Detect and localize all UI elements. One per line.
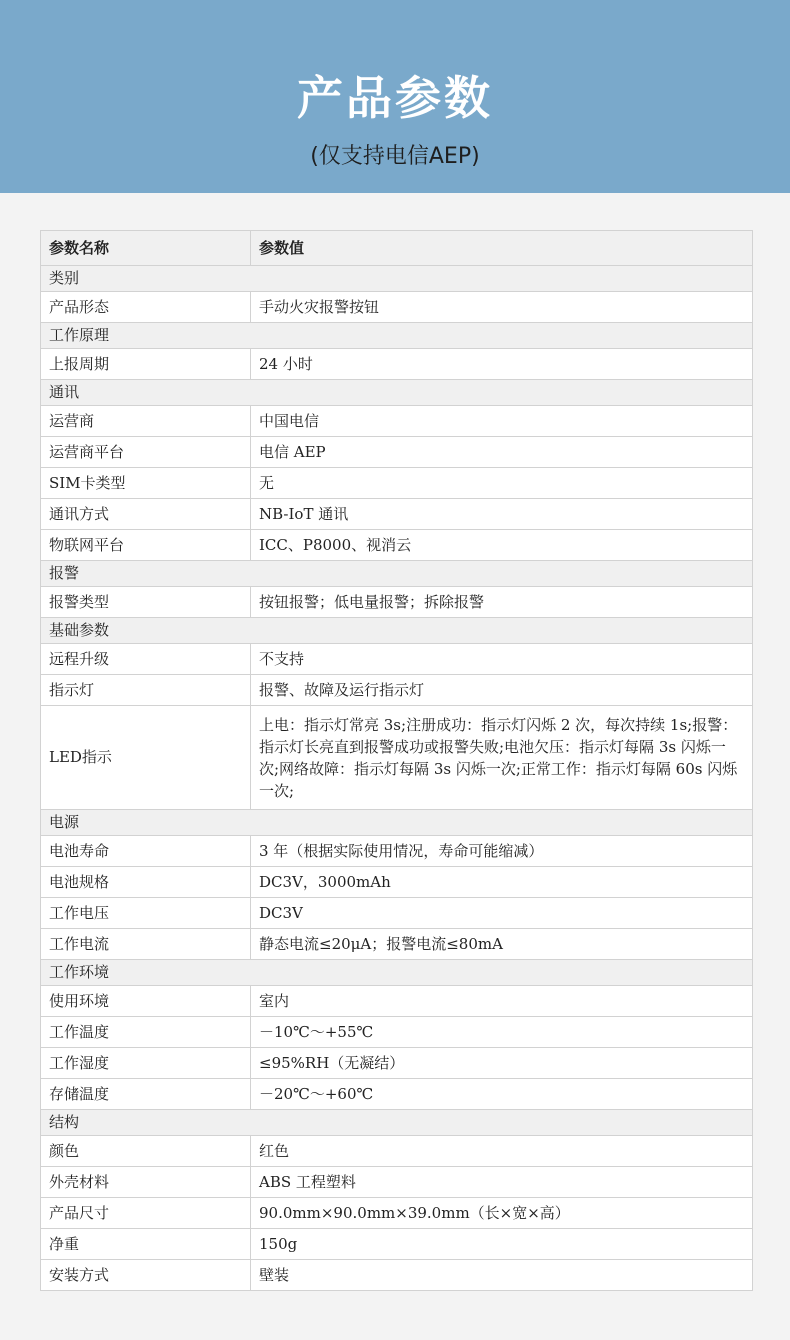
param-name: 工作湿度 (41, 1048, 251, 1079)
param-name: 存储温度 (41, 1079, 251, 1110)
category-label: 工作原理 (41, 323, 753, 349)
param-name: 工作温度 (41, 1017, 251, 1048)
category-label: 电源 (41, 810, 753, 836)
header-banner (0, 0, 790, 193)
param-value: 中国电信 (251, 406, 753, 437)
param-value: 室内 (251, 986, 753, 1017)
param-name: 安装方式 (41, 1260, 251, 1291)
table-row (41, 530, 753, 561)
param-name: 远程升级 (41, 644, 251, 675)
param-name: 外壳材料 (41, 1167, 251, 1198)
category-label: 基础参数 (41, 618, 753, 644)
param-name: 产品尺寸 (41, 1198, 251, 1229)
param-name: 电池规格 (41, 867, 251, 898)
param-name: 净重 (41, 1229, 251, 1260)
page-title: 产品参数 (297, 71, 493, 125)
table-row (41, 1167, 753, 1198)
param-name: 报警类型 (41, 587, 251, 618)
table-row (41, 1229, 753, 1260)
param-name: 运营商平台 (41, 437, 251, 468)
param-value: DC3V，3000mAh (251, 867, 753, 898)
table-row (41, 349, 753, 380)
category-row (41, 323, 753, 349)
table-row (41, 1260, 753, 1291)
param-value: 手动火灾报警按钮 (251, 292, 753, 323)
category-label: 结构 (41, 1110, 753, 1136)
table-row (41, 499, 753, 530)
table-row (41, 929, 753, 960)
param-value: 报警、故障及运行指示灯 (251, 675, 753, 706)
param-value: 不支持 (251, 644, 753, 675)
param-value: 上电：指示灯常亮 3s;注册成功：指示灯闪烁 2 次，每次持续 1s;报警：指示灯长亮直到报警成功或报警失败;电池欠压：指示灯每隔 3s 闪烁一次;网络故障：指示灯每隔 3s 闪烁一次;正常工作：指示灯每隔 60s 闪烁一次; (251, 706, 753, 810)
param-name: 通讯方式 (41, 499, 251, 530)
param-value: －10℃～+55℃ (251, 1017, 753, 1048)
table-row (41, 1198, 753, 1229)
category-row (41, 561, 753, 587)
category-row (41, 810, 753, 836)
table-row (41, 406, 753, 437)
category-label: 工作环境 (41, 960, 753, 986)
param-value: 静态电流≤20μA；报警电流≤80mA (251, 929, 753, 960)
param-value: ICC、P8000、视消云 (251, 530, 753, 561)
category-label: 通讯 (41, 380, 753, 406)
table-row (41, 986, 753, 1017)
spec-table-container (40, 230, 752, 1291)
param-name: 运营商 (41, 406, 251, 437)
param-name: 使用环境 (41, 986, 251, 1017)
column-header-name: 参数名称 (41, 231, 251, 266)
param-value: 红色 (251, 1136, 753, 1167)
category-row (41, 618, 753, 644)
param-name: SIM卡类型 (41, 468, 251, 499)
param-value: 90.0mm×90.0mm×39.0mm（长×宽×高） (251, 1198, 753, 1229)
category-row (41, 380, 753, 406)
param-value: 按钮报警；低电量报警；拆除报警 (251, 587, 753, 618)
param-name: 物联网平台 (41, 530, 251, 561)
table-row (41, 675, 753, 706)
param-name: LED指示 (41, 706, 251, 810)
param-value: ABS 工程塑料 (251, 1167, 753, 1198)
table-row (41, 706, 753, 810)
table-row (41, 867, 753, 898)
param-name: 颜色 (41, 1136, 251, 1167)
category-label: 报警 (41, 561, 753, 587)
spec-table (40, 230, 753, 1291)
table-row (41, 292, 753, 323)
param-value: －20℃～+60℃ (251, 1079, 753, 1110)
param-value: 3 年（根据实际使用情况，寿命可能缩减） (251, 836, 753, 867)
table-header-row (41, 231, 753, 266)
param-value: NB-IoT 通讯 (251, 499, 753, 530)
param-name: 指示灯 (41, 675, 251, 706)
category-row (41, 960, 753, 986)
param-name: 工作电压 (41, 898, 251, 929)
param-name: 产品形态 (41, 292, 251, 323)
page-subtitle: (仅支持电信AEP) (310, 144, 480, 169)
category-row (41, 1110, 753, 1136)
param-value: ≤95%RH（无凝结） (251, 1048, 753, 1079)
category-label: 类别 (41, 266, 753, 292)
table-row (41, 644, 753, 675)
table-row (41, 836, 753, 867)
param-value: 150g (251, 1229, 753, 1260)
column-header-value: 参数值 (251, 231, 753, 266)
param-name: 电池寿命 (41, 836, 251, 867)
table-row (41, 437, 753, 468)
param-value: 无 (251, 468, 753, 499)
table-row (41, 1136, 753, 1167)
table-row (41, 898, 753, 929)
table-row (41, 587, 753, 618)
param-name: 工作电流 (41, 929, 251, 960)
table-row (41, 1079, 753, 1110)
param-value: 壁装 (251, 1260, 753, 1291)
param-value: 电信 AEP (251, 437, 753, 468)
table-row (41, 1048, 753, 1079)
table-row (41, 468, 753, 499)
table-row (41, 1017, 753, 1048)
param-value: 24 小时 (251, 349, 753, 380)
param-value: DC3V (251, 898, 753, 929)
param-name: 上报周期 (41, 349, 251, 380)
category-row (41, 266, 753, 292)
